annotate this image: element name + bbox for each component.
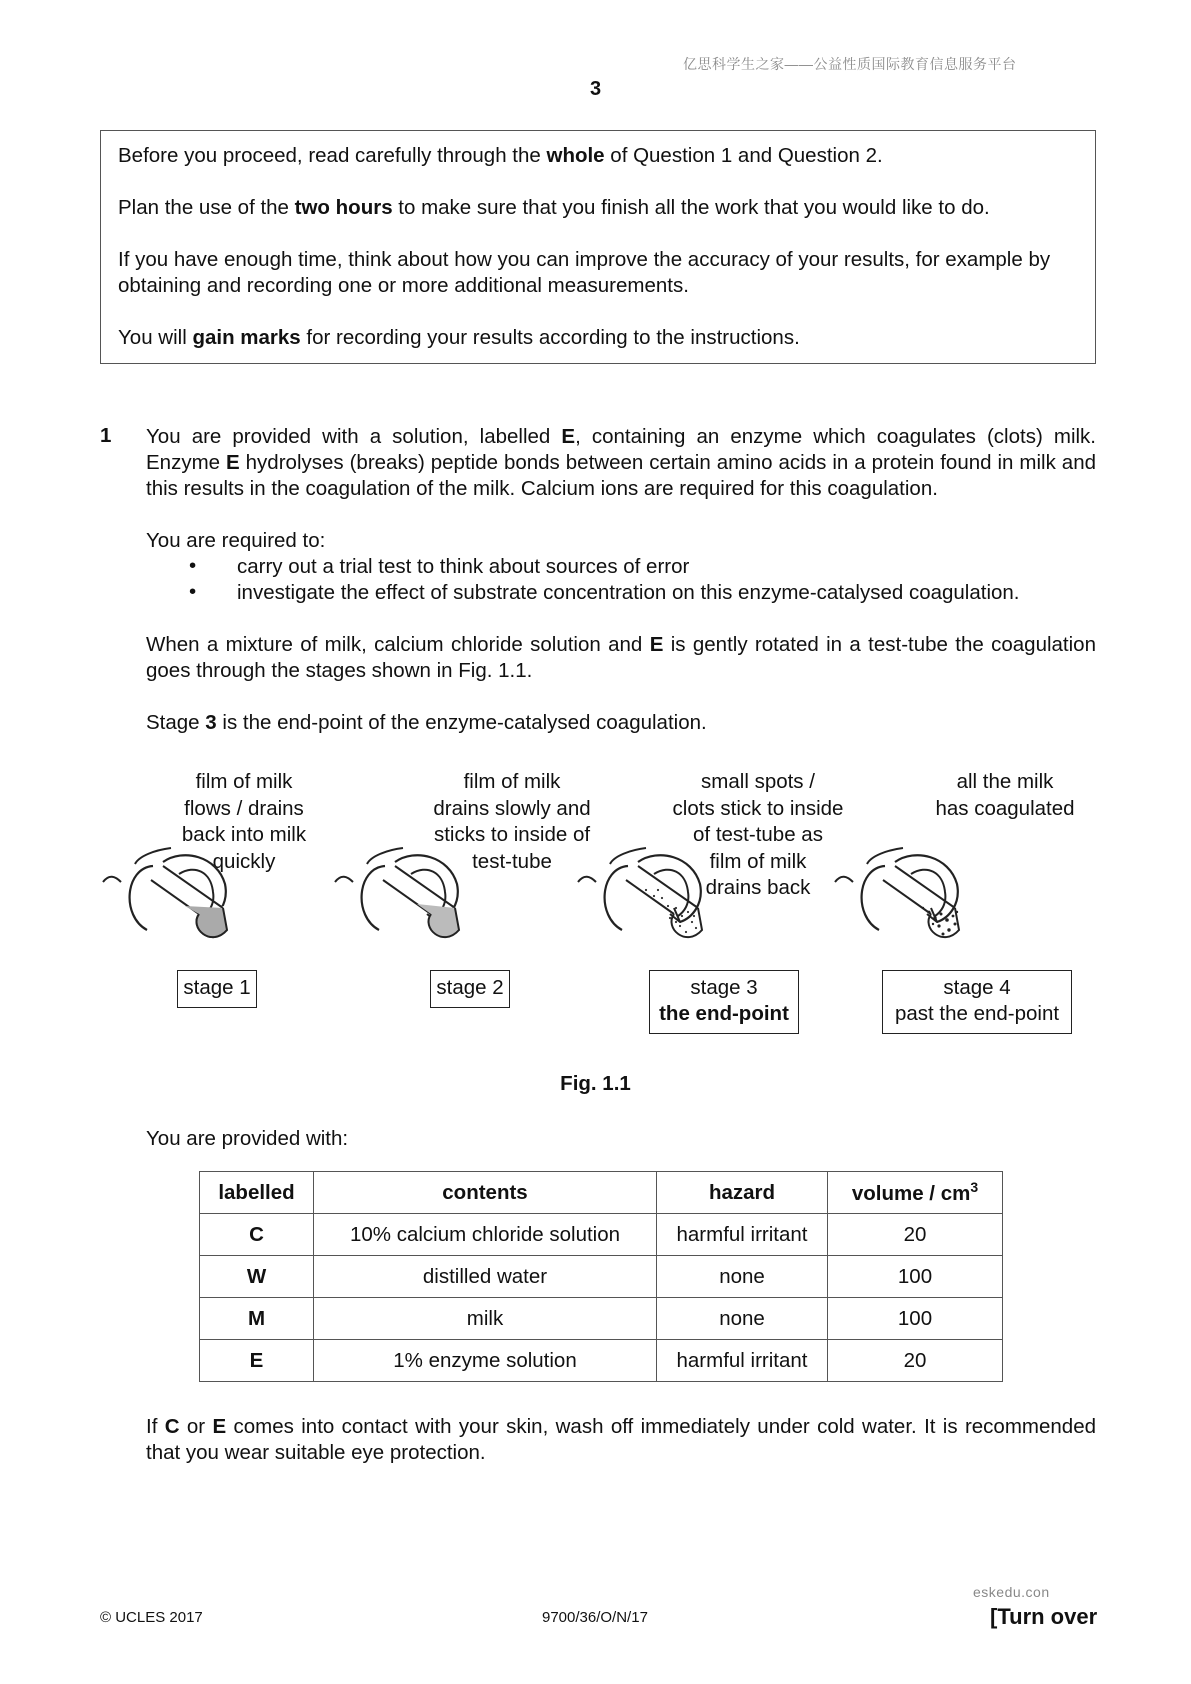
stage-1-tube-icon [103, 848, 232, 937]
table-cell: 1% enzyme solution [314, 1340, 657, 1382]
column-header: hazard [657, 1172, 828, 1214]
table-cell: 20 [828, 1214, 1003, 1256]
table-row [200, 1256, 1003, 1298]
turn-over-label: [Turn over [990, 1604, 1098, 1629]
mixture-paragraph: When a mixture of milk, calcium chloride solution and E is gently rotated in a test-tube the coagulation goes through the stages shown in Fig. 1.1. [146, 633, 1096, 682]
table-header-row [200, 1172, 1003, 1214]
table-cell: 100 [828, 1256, 1003, 1298]
table-cell: none [657, 1256, 828, 1298]
stage-3-tube-icon [578, 848, 702, 937]
table-cell: 100 [828, 1298, 1003, 1340]
safety-paragraph: If C or E comes into contact with your skin, wash off immediately under cold water. It is recommended that you wear suitable eye protection. [146, 1415, 1096, 1464]
column-header: volume / $cm^3$ [828, 1172, 1003, 1214]
notice-paragraph-2: Plan the use of the two hours to make sure that you finish all the work that you would like to do. [118, 196, 990, 219]
stage-1-label: stage 1 [177, 970, 257, 1008]
stage-4-label: stage 4 past the end-point [882, 970, 1072, 1034]
stage-2-label: stage 2 [430, 970, 510, 1008]
table-cell: 20 [828, 1340, 1003, 1382]
table-row [200, 1298, 1003, 1340]
table-cell: milk [314, 1298, 657, 1340]
bullet-item: carry out a trial test to think about sources of error [237, 555, 690, 578]
required-heading: You are required to: [146, 529, 326, 552]
paper-code: 9700/36/O/N/17 [542, 1609, 648, 1626]
table-cell: C [200, 1214, 314, 1256]
bullet-item: investigate the effect of substrate concentration on this enzyme-catalysed coagulation. [237, 581, 1020, 604]
notice-paragraph-1: Before you proceed, read carefully through the whole of Question 1 and Question 2. [118, 144, 883, 167]
test-tube-figure [0, 840, 1191, 970]
site-watermark: eskedu.con [973, 1584, 1050, 1600]
stage-2-tube-icon [335, 848, 459, 937]
table-cell: M [200, 1298, 314, 1340]
question-number: 1 [100, 424, 112, 447]
stage-1-description: film of milk flows / drains back into milk quickly [181, 770, 307, 873]
table-row [200, 1340, 1003, 1382]
copyright: © UCLES 2017 [100, 1609, 203, 1626]
stage-3-description: small spots / clots stick to inside of test-tube as film of milk drains back [672, 770, 844, 899]
materials-table [199, 1171, 1003, 1382]
stage-3-label: stage 3 the end-point [649, 970, 799, 1034]
stage3-note: Stage 3 is the end-point of the enzyme-catalysed coagulation. [146, 711, 707, 734]
table-cell: W [200, 1256, 314, 1298]
question-intro: You are provided with a solution, labelled E, containing an enzyme which coagulates (clots) milk. Enzyme E hydrolyses (breaks) peptide bonds between certain amino acids in a protein found in milk and this results in the coagulation of the milk. Calcium ions are required for this coagulation. [146, 425, 1097, 500]
header-watermark: 亿思科学生之家——公益性质国际教育信息服务平台 [683, 56, 1017, 72]
table-cell: 10% calcium chloride solution [314, 1214, 657, 1256]
stage-2-description: film of milk drains slowly and sticks to inside of test-tube [433, 770, 591, 873]
notice-paragraph-3: If you have enough time, think about how you can improve the accuracy of your results, for example by obtaining and recording one or more additional measurements. [118, 248, 1051, 297]
bullet-marker: • [189, 554, 197, 577]
page-number: 3 [589, 78, 602, 100]
column-header: labelled [200, 1172, 314, 1214]
notice-paragraph-4: You will gain marks for recording your results according to the instructions. [118, 326, 800, 349]
provided-heading: You are provided with: [146, 1127, 349, 1150]
table-cell: none [657, 1298, 828, 1340]
column-header: contents [314, 1172, 657, 1214]
table-row [200, 1214, 1003, 1256]
figure-caption: Fig. 1.1 [560, 1072, 631, 1095]
instructions-box [100, 130, 1096, 364]
stage-4-tube-icon [835, 848, 959, 937]
table-cell: harmful irritant [657, 1340, 828, 1382]
bullet-marker: • [189, 580, 197, 603]
table-cell: distilled water [314, 1256, 657, 1298]
table-cell: harmful irritant [657, 1214, 828, 1256]
stage-4-description: all the milk has coagulated [935, 770, 1075, 820]
table-cell: E [200, 1340, 314, 1382]
